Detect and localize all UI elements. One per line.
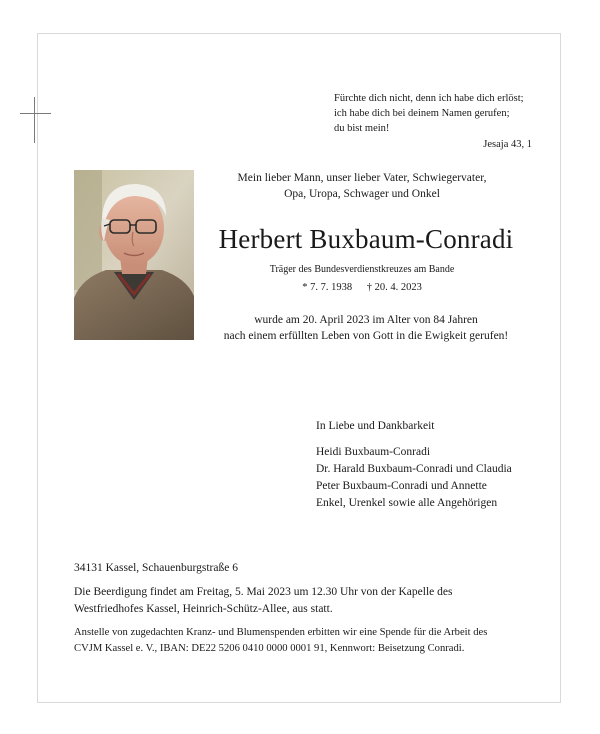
funeral-line: Westfriedhofes Kassel, Heinrich-Schütz-Allee, aus statt. xyxy=(74,602,333,615)
life-dates xyxy=(214,281,510,295)
bible-verse xyxy=(334,91,544,152)
deceased-name: Herbert Buxbaum-Conradi xyxy=(218,224,514,254)
funeral-line: Die Beerdigung findet am Freitag, 5. Mai 2023 um 12.30 Uhr von der Kapelle des xyxy=(74,586,453,598)
mourner-name: Dr. Harald Buxbaum-Conradi und Claudia xyxy=(316,463,512,475)
portrait-photo xyxy=(74,170,194,340)
verse-source: Jesaja 43, 1 xyxy=(483,139,532,150)
passing-line: nach einem erfüllten Leben von Gott in die Ewigkeit gerufen! xyxy=(223,330,509,342)
intro-line: Opa, Uropa, Schwager und Onkel xyxy=(284,187,440,200)
family-address: 34131 Kassel, Schauenburgstraße 6 xyxy=(74,562,238,574)
funeral-details xyxy=(74,584,544,617)
verse-line: du bist mein! xyxy=(334,123,390,134)
intro-text xyxy=(214,171,510,202)
donation-note xyxy=(74,625,554,657)
mourner-name: Peter Buxbaum-Conradi und Annette xyxy=(316,480,487,492)
passing-line: wurde am 20. April 2023 im Alter von 84 Jahren xyxy=(254,314,478,326)
donation-line: CVJM Kassel e. V., IBAN: DE22 5206 0410 0000 0001 91, Kennwort: Beisetzung Conradi. xyxy=(74,643,465,654)
passing-text xyxy=(196,312,536,344)
donation-line: Anstelle von zugedachten Kranz- und Blumenspenden erbitten wir eine Spende für die Arbeit des xyxy=(74,627,488,638)
intro-line: Mein lieber Mann, unser lieber Vater, Schwiegervater, xyxy=(237,172,487,184)
mourner-name: Heidi Buxbaum-Conradi xyxy=(316,446,431,458)
death-date: † 20. 4. 2023 xyxy=(366,282,422,293)
verse-line: Fürchte dich nicht, denn ich habe dich erlöst; xyxy=(334,93,524,104)
mourners-heading: In Liebe und Dankbarkeit xyxy=(316,420,435,432)
honor-line: Träger des Bundesverdienstkreuzes am Bande xyxy=(269,264,455,275)
birth-date: * 7. 7. 1938 xyxy=(302,282,353,293)
verse-line: ich habe dich bei deinem Namen gerufen; xyxy=(334,108,510,119)
cross-icon xyxy=(20,97,51,143)
mourners-block xyxy=(316,418,556,512)
mourner-name: Enkel, Urenkel sowie alle Angehörigen xyxy=(316,497,498,509)
